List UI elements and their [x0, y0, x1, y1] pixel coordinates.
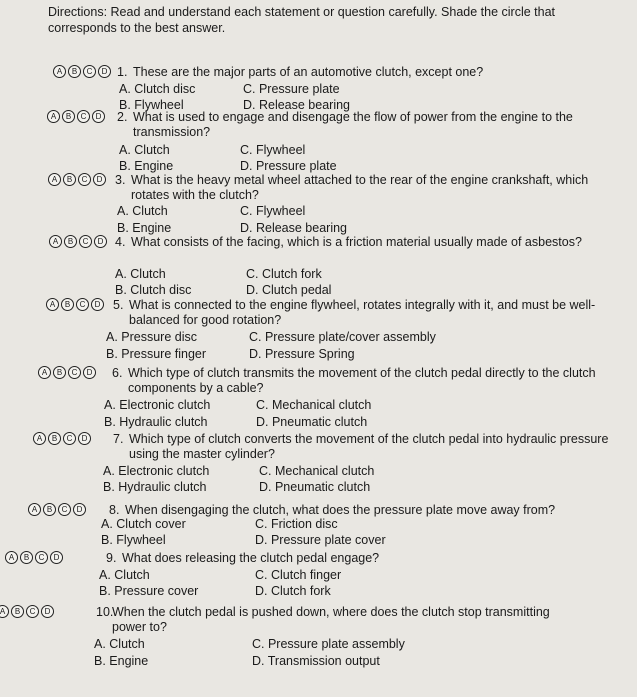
option-d: D. Transmission output — [252, 654, 380, 668]
bubble-d[interactable]: D — [41, 605, 54, 618]
directions: Directions: Read and understand each statement or question carefully. Shade the circle that corresponds to the best answer. — [48, 5, 556, 35]
option-b: B. Engine — [117, 221, 172, 235]
answer-bubbles — [38, 366, 96, 379]
option-c: C. Friction disc — [255, 517, 338, 531]
option-a: A. Clutch — [117, 204, 168, 218]
bubble-d[interactable]: D — [91, 298, 104, 311]
bubble-a[interactable]: A — [46, 298, 59, 311]
option-b: B. Pressure cover — [99, 584, 199, 598]
option-b: B. Clutch disc — [115, 283, 192, 297]
bubble-d[interactable]: D — [73, 503, 86, 516]
option-b: B. Hydraulic clutch — [103, 480, 207, 494]
question-stem: Which type of clutch transmits the movement of the clutch pedal directly to the clutch components by a cable? — [128, 366, 596, 395]
option-c: C. Pressure plate/cover assembly — [249, 330, 436, 344]
question-stem: What is used to engage and disengage the flow of power from the engine to the transmission? — [133, 110, 573, 139]
option-a: A. Clutch — [119, 143, 170, 157]
option-b: B. Engine — [94, 654, 149, 668]
question-number: 1. — [117, 65, 128, 79]
option-c: C. Mechanical clutch — [256, 398, 372, 412]
bubble-d[interactable]: D — [78, 432, 91, 445]
question-stem: Which type of clutch converts the movement of the clutch pedal into hydraulic pressure using the master cylinder? — [129, 432, 609, 461]
question-number: 10. — [96, 605, 114, 619]
question-number: 4. — [115, 235, 126, 249]
option-a: A. Clutch cover — [101, 517, 186, 531]
answer-bubbles — [47, 110, 105, 123]
bubble-c[interactable]: C — [78, 173, 91, 186]
bubble-b[interactable]: B — [43, 503, 56, 516]
answer-bubbles — [33, 432, 91, 445]
option-a: A. Clutch — [99, 568, 150, 582]
question-number: 5. — [113, 298, 124, 312]
answer-bubbles — [46, 298, 104, 311]
option-a: A. Clutch — [94, 637, 145, 651]
option-b: B. Hydraulic clutch — [104, 415, 208, 429]
bubble-d[interactable]: D — [92, 110, 105, 123]
option-c: C. Mechanical clutch — [259, 464, 375, 478]
option-d: D. Clutch pedal — [246, 283, 332, 297]
answer-bubbles — [28, 503, 86, 516]
bubble-b[interactable]: B — [20, 551, 33, 564]
option-a: A. Electronic clutch — [103, 464, 210, 478]
bubble-b[interactable]: B — [62, 110, 75, 123]
option-a: A. Electronic clutch — [104, 398, 211, 412]
bubble-c[interactable]: C — [83, 65, 96, 78]
option-c: C. Clutch fork — [246, 267, 322, 281]
question-number: 2. — [117, 110, 128, 124]
option-d: D. Pneumatic clutch — [259, 480, 371, 494]
bubble-c[interactable]: C — [68, 366, 81, 379]
bubble-a[interactable]: A — [47, 110, 60, 123]
bubble-c[interactable]: C — [35, 551, 48, 564]
question-stem: What is the heavy metal wheel attached to the rear of the engine crankshaft, which rotates with the clutch? — [131, 173, 589, 202]
bubble-c[interactable]: C — [26, 605, 39, 618]
option-d: D. Pressure Spring — [249, 347, 355, 361]
option-d: D. Release bearing — [243, 98, 351, 112]
bubble-b[interactable]: B — [64, 235, 77, 248]
question-number: 9. — [106, 551, 117, 565]
answer-bubbles — [49, 235, 107, 248]
option-b: B. Flywheel — [119, 98, 184, 112]
bubble-d[interactable]: D — [50, 551, 63, 564]
question-stem: When disengaging the clutch, what does the pressure plate move away from? — [125, 503, 556, 517]
bubble-a[interactable]: A — [5, 551, 18, 564]
option-d: D. Release bearing — [240, 221, 348, 235]
option-c: C. Flywheel — [240, 204, 306, 218]
question-stem: What is connected to the engine flywheel, rotates integrally with it, and must be well-balanced for good rotation? — [129, 298, 596, 327]
bubble-d[interactable]: D — [83, 366, 96, 379]
bubble-a[interactable]: A — [53, 65, 66, 78]
option-d: D. Clutch fork — [255, 584, 331, 598]
bubble-b[interactable]: B — [53, 366, 66, 379]
bubble-a[interactable]: A — [0, 605, 9, 618]
question-number: 3. — [115, 173, 126, 187]
bubble-a[interactable]: A — [33, 432, 46, 445]
bubble-a[interactable]: A — [48, 173, 61, 186]
option-c: C. Clutch finger — [255, 568, 342, 582]
option-a: A. Clutch disc — [119, 82, 196, 96]
option-b: B. Flywheel — [101, 533, 166, 547]
option-d: D. Pneumatic clutch — [256, 415, 368, 429]
question-number: 6. — [112, 366, 123, 380]
bubble-b[interactable]: B — [48, 432, 61, 445]
bubble-c[interactable]: C — [77, 110, 90, 123]
question-number: 8. — [109, 503, 120, 517]
bubble-a[interactable]: A — [38, 366, 51, 379]
question-stem: These are the major parts of an automotive clutch, except one? — [133, 65, 484, 79]
bubble-a[interactable]: A — [28, 503, 41, 516]
answer-bubbles — [0, 605, 54, 618]
bubble-c[interactable]: C — [58, 503, 71, 516]
bubble-c[interactable]: C — [76, 298, 89, 311]
bubble-c[interactable]: C — [79, 235, 92, 248]
answer-bubbles — [53, 65, 111, 78]
option-c: C. Pressure plate assembly — [252, 637, 405, 651]
bubble-d[interactable]: D — [98, 65, 111, 78]
option-a: A. Clutch — [115, 267, 166, 281]
option-b: B. Pressure finger — [106, 347, 207, 361]
question-stem: When the clutch pedal is pushed down, where does the clutch stop transmitting power to? — [112, 605, 550, 634]
option-c: C. Pressure plate — [243, 82, 340, 96]
option-d: D. Pressure plate — [240, 159, 337, 173]
option-d: D. Pressure plate cover — [255, 533, 386, 547]
answer-bubbles — [48, 173, 106, 186]
question-stem: What does releasing the clutch pedal engage? — [122, 551, 380, 565]
option-c: C. Flywheel — [240, 143, 306, 157]
bubble-d[interactable]: D — [93, 173, 106, 186]
option-b: B. Engine — [119, 159, 174, 173]
option-a: A. Pressure disc — [106, 330, 198, 344]
bubble-a[interactable]: A — [49, 235, 62, 248]
answer-bubbles — [5, 551, 63, 564]
bubble-d[interactable]: D — [94, 235, 107, 248]
question-stem: What consists of the facing, which is a friction material usually made of asbestos? — [131, 235, 582, 249]
bubble-b[interactable]: B — [61, 298, 74, 311]
bubble-b[interactable]: B — [11, 605, 24, 618]
bubble-c[interactable]: C — [63, 432, 76, 445]
question-number: 7. — [113, 432, 124, 446]
bubble-b[interactable]: B — [63, 173, 76, 186]
bubble-b[interactable]: B — [68, 65, 81, 78]
